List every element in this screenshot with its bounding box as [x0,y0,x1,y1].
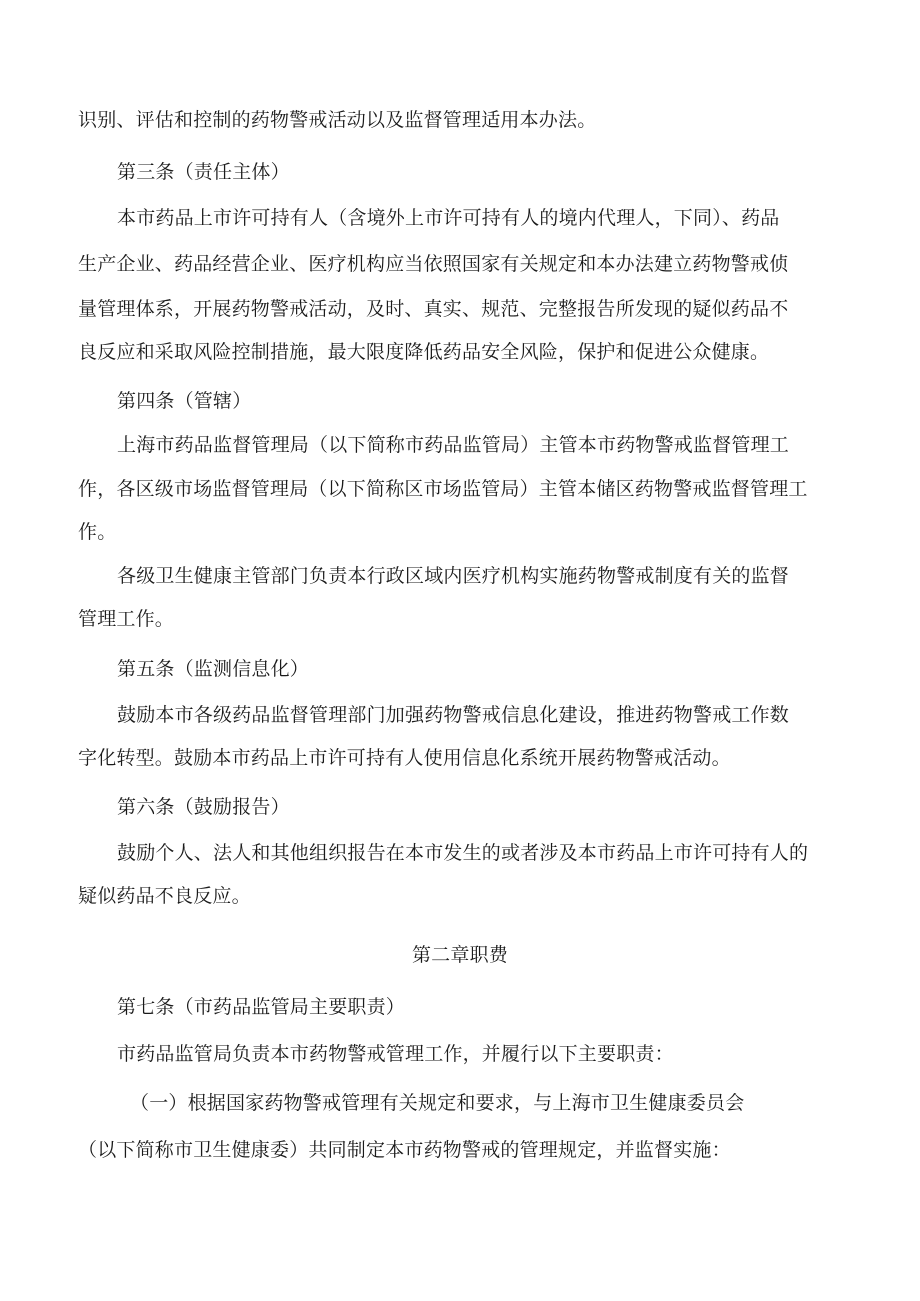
chapter-heading: 第二章职费 [411,944,508,966]
paragraph-line: 疑似药品不良反应。 [78,885,251,907]
article-heading: 第四条（管辖） [117,390,252,412]
article-heading: 第七条（市药品监管局主要职责） [117,996,406,1018]
article-heading: 第五条（监测信息化） [117,658,310,680]
paragraph-line: 鼓励个人、法人和其他组织报告在本市发生的或者涉及本市药品上市许可持有人的 [117,842,809,864]
article-heading: 第六条（鼓励报告） [117,796,290,818]
paragraph-line: 作。 [78,521,117,543]
paragraph-line: 识别、评估和控制的药物警戒活动以及监督管理适用本办法。 [78,109,597,131]
paragraph-line: 上海市药品监督管理局（以下简称市药品监管局）主管本市药物警戒监督管理工 [117,434,790,456]
paragraph-line: 生产企业、药品经营企业、医疗机构应当依照国家有关规定和本办法建立药物警戒侦 [78,253,789,275]
paragraph-line: 管理工作。 [78,608,175,630]
paragraph-line: 作，各区级市场监督管理局（以下简称区市场监管局）主管本储区药物警戒监督管理工 [78,478,808,500]
paragraph-line: 鼓励本市各级药品监督管理部门加强药物警戒信息化建设，推进药物警戒工作数 [117,704,790,726]
paragraph-line: 市药品监管局负责本市药物警戒管理工作，并履行以下主要职责： [117,1043,674,1065]
paragraph-line: 本市药品上市许可持有人（含境外上市许可持有人的境内代理人，下同）、药品 [117,207,780,229]
list-item-line: （以下简称市卫生健康委）共同制定本市药物警戒的管理规定，并监督实施： [78,1139,731,1161]
paragraph-line: 各级卫生健康主管部门负责本行政区域内医疗机构实施药物警戒制度有关的监督 [117,565,790,587]
paragraph-line: 字化转型。鼓励本市药品上市许可持有人使用信息化系统开展药物警戒活动。 [78,747,731,769]
paragraph-line: 良反应和采取风险控制措施，最大限度降低药品安全风险，保护和促进公众健康。 [78,341,770,363]
article-heading: 第三条（责任主体） [117,161,290,183]
list-item-line: （一）根据国家药物警戒管理有关规定和要求，与上海市卫生健康委员会 [130,1092,745,1114]
paragraph-line: 量管理体系，开展药物警戒活动，及时、真实、规范、完整报告所发现的疑似药品不 [78,298,789,320]
